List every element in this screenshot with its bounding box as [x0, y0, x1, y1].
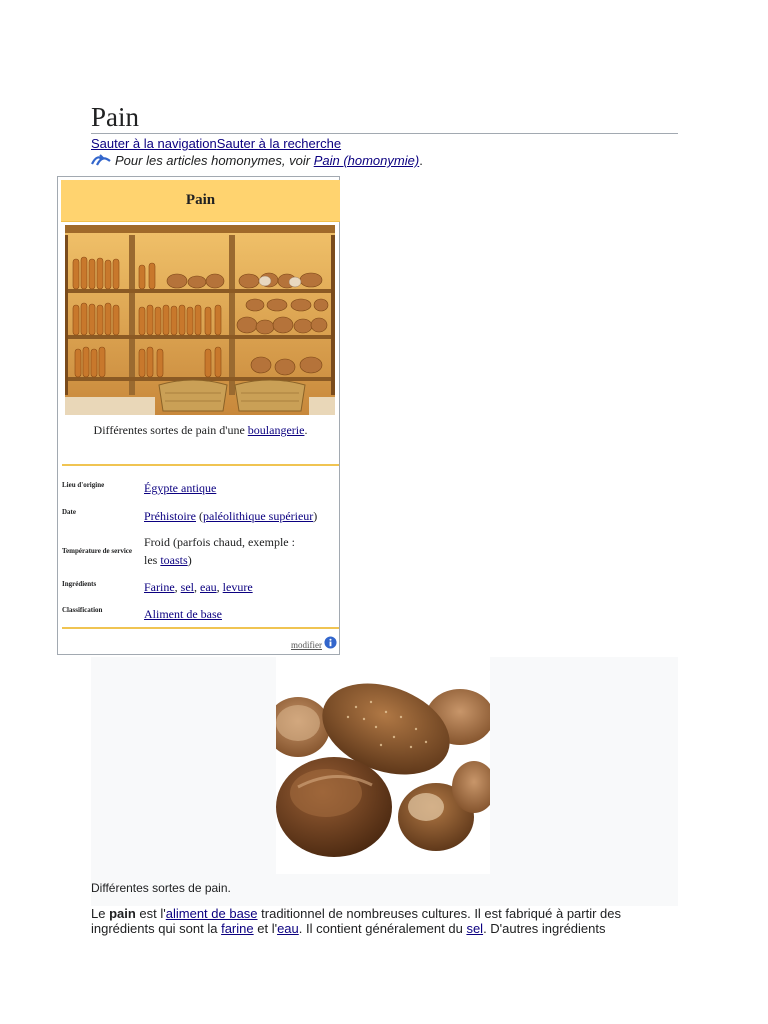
prehistoire-link[interactable]: Préhistoire: [144, 509, 196, 523]
aliment-de-base-link[interactable]: aliment de base: [165, 906, 258, 921]
infobox-label-date: Date: [62, 508, 76, 516]
infobox-label-temperature: Température de service: [62, 547, 132, 555]
jump-to-navigation-link[interactable]: Sauter à la navigation: [91, 136, 217, 151]
infobox-label-ingredients: Ingrédients: [62, 580, 97, 588]
temperature-end: ): [187, 553, 192, 567]
modifier-link[interactable]: modifier: [291, 640, 322, 650]
date-sep-2: ): [313, 509, 318, 523]
infobox-value-ingredients: [144, 578, 340, 596]
sel-link[interactable]: sel: [180, 580, 194, 594]
ingredient-comma-3: ,: [216, 580, 223, 594]
intro-paragraph: [91, 906, 678, 936]
hatnote: [91, 153, 423, 169]
toasts-link[interactable]: toasts: [160, 553, 188, 567]
eau-paragraph-link[interactable]: eau: [277, 921, 299, 936]
infobox-value-classification: [144, 605, 340, 623]
hatnote-text: Pour les articles homonymes, voir: [115, 153, 314, 168]
ingredient-comma-1: ,: [174, 580, 181, 594]
infobox-value-date: [144, 507, 340, 525]
infobox-caption-end: .: [304, 423, 308, 437]
temperature-text-1: Froid (parfois chaud, exemple :: [144, 535, 295, 549]
temperature-text-2: les: [144, 553, 161, 567]
bread-loaves-image[interactable]: [276, 657, 490, 874]
infobox-edit: [291, 636, 337, 652]
farine-link[interactable]: Farine: [144, 580, 175, 594]
infobox-label-classification: Classification: [62, 606, 103, 614]
paleolithique-superieur-link[interactable]: paléolithique supérieur: [203, 509, 314, 523]
para-text-5: . Il contient généralement du: [298, 921, 467, 936]
jump-links: [91, 136, 341, 152]
sel-paragraph-link[interactable]: sel: [466, 921, 484, 936]
egypte-antique-link[interactable]: Égypte antique: [144, 481, 217, 495]
ingredient-comma-2: ,: [194, 580, 200, 594]
jump-to-search-link[interactable]: Sauter à la recherche: [216, 136, 342, 151]
para-text-6: . D'autres ingrédients: [483, 921, 606, 936]
boulangerie-link[interactable]: boulangerie: [247, 423, 305, 437]
infobox-label-origin: Lieu d'origine: [62, 481, 105, 489]
infobox-value-origin: [144, 479, 340, 497]
infobox-caption: [61, 423, 340, 437]
figure-caption: Différentes sortes de pain.: [91, 881, 231, 895]
para-text-3: traditionnel de nombreuses cultures. Il est fabriqué à partir des ingrédients qui sont la: [91, 906, 622, 936]
para-bold-pain: pain: [109, 906, 136, 921]
infobox-separator: [62, 464, 339, 466]
infobox-bakery-image[interactable]: [65, 225, 335, 415]
infobox-caption-text: Différentes sortes de pain d'une: [93, 423, 248, 437]
homonymie-link[interactable]: Pain (homonymie): [313, 153, 420, 168]
eau-link[interactable]: eau: [200, 580, 217, 594]
para-text-2: est l': [135, 906, 166, 921]
page-title: Pain: [91, 101, 678, 134]
farine-paragraph-link[interactable]: farine: [221, 921, 254, 936]
aliment-de-base-infobox-link[interactable]: Aliment de base: [144, 607, 222, 621]
levure-link[interactable]: levure: [222, 580, 253, 594]
date-sep-1: (: [196, 509, 203, 523]
para-text-4: et l': [253, 921, 278, 936]
disambiguation-icon: [91, 153, 111, 167]
para-text-1: Le: [91, 906, 110, 921]
infobox: [57, 176, 340, 655]
info-icon[interactable]: [324, 636, 337, 649]
infobox-value-temperature: [144, 533, 340, 569]
hatnote-end: .: [419, 153, 423, 168]
infobox-title: Pain: [61, 180, 340, 222]
infobox-bottom-separator: [62, 627, 339, 629]
